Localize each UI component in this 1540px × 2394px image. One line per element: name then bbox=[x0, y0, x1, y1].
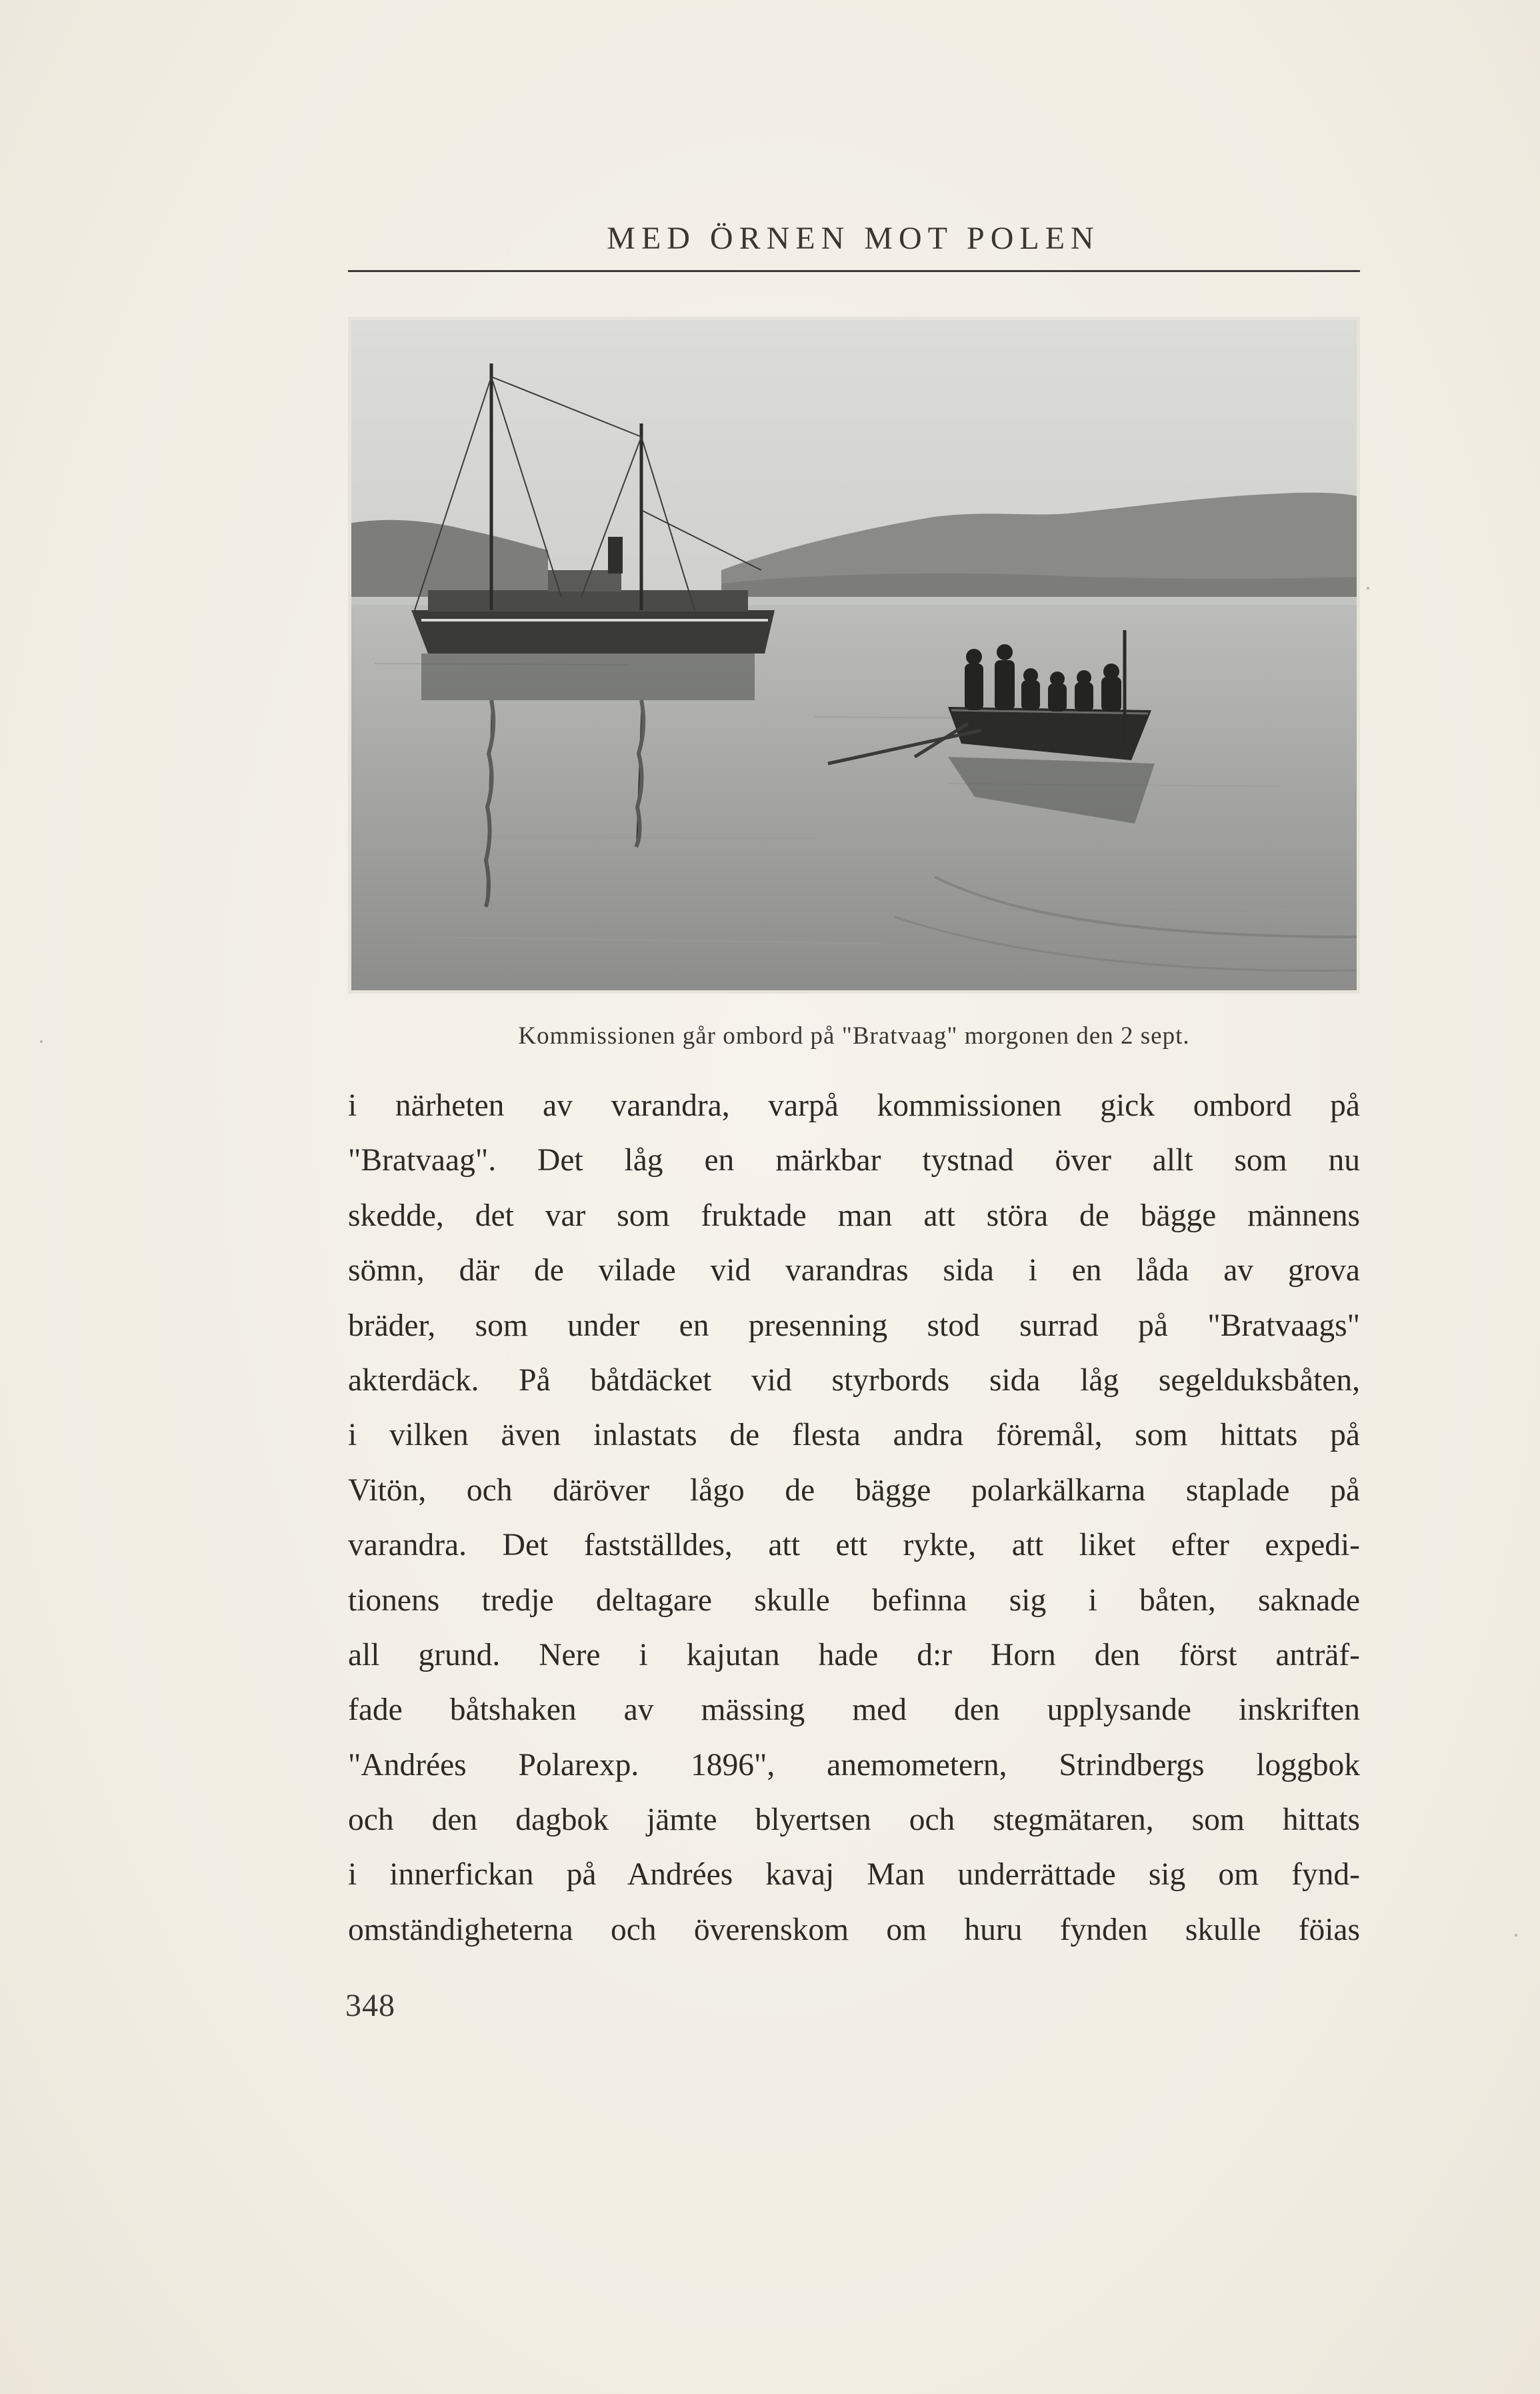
paper-speck bbox=[1515, 1934, 1517, 1937]
running-title: MED ÖRNEN MOT POLEN bbox=[607, 221, 1100, 256]
text-line: "Bratvaag". Det låg en märkbar tystnad över allt som nu bbox=[348, 1143, 1360, 1178]
text-line: akterdäck. På båtdäcket vid styrbords sida låg segelduksbåten, bbox=[348, 1362, 1360, 1398]
text-line: Vitön, och däröver lågo de bägge polarkälkarna staplade på bbox=[348, 1472, 1360, 1508]
text-line: i vilken även inlastats de flesta andra föremål, som hittats på bbox=[348, 1418, 1360, 1453]
page-number: 348 bbox=[345, 1988, 395, 2023]
ship-photograph bbox=[348, 317, 1360, 994]
body-text bbox=[348, 1078, 1360, 1957]
paper-speck bbox=[40, 1040, 43, 1043]
text-line: och den dagbok jämte blyertsen och stegmätaren, som hittats bbox=[348, 1803, 1360, 1838]
text-line: all grund. Nere i kajutan hade d:r Horn den först anträf- bbox=[348, 1637, 1360, 1672]
photo-caption: Kommissionen går ombord på "Bratvaag" morgonen den 2 sept. bbox=[518, 1022, 1190, 1050]
text-line: fade båtshaken av mässing med den upplysande inskriften bbox=[348, 1692, 1360, 1728]
text-line: i innerfickan på Andrées kavaj Man underrättade sig om fynd- bbox=[348, 1857, 1360, 1893]
text-line: bräder, som under en presenning stod surrad på "Bratvaags" bbox=[348, 1308, 1360, 1343]
text-line: varandra. Det fastställdes, att ett rykte, att liket efter expedi- bbox=[348, 1528, 1360, 1563]
text-line: sömn, där de vilade vid varandras sida i en låda av grova bbox=[348, 1253, 1360, 1288]
text-line: skedde, det var som fruktade man att störa de bägge männens bbox=[348, 1198, 1360, 1233]
header-rule bbox=[348, 270, 1360, 272]
text-line: omständigheterna och överenskom om huru fynden skulle föias bbox=[348, 1912, 1360, 1947]
text-line: "Andrées Polarexp. 1896", anemometern, Strindbergs loggbok bbox=[348, 1747, 1360, 1782]
paper-speck bbox=[1367, 587, 1369, 589]
text-line: i närheten av varandra, varpå kommissionen gick ombord på bbox=[348, 1088, 1360, 1123]
text-line: tionens tredje deltagare skulle befinna sig i båten, saknade bbox=[348, 1582, 1360, 1618]
